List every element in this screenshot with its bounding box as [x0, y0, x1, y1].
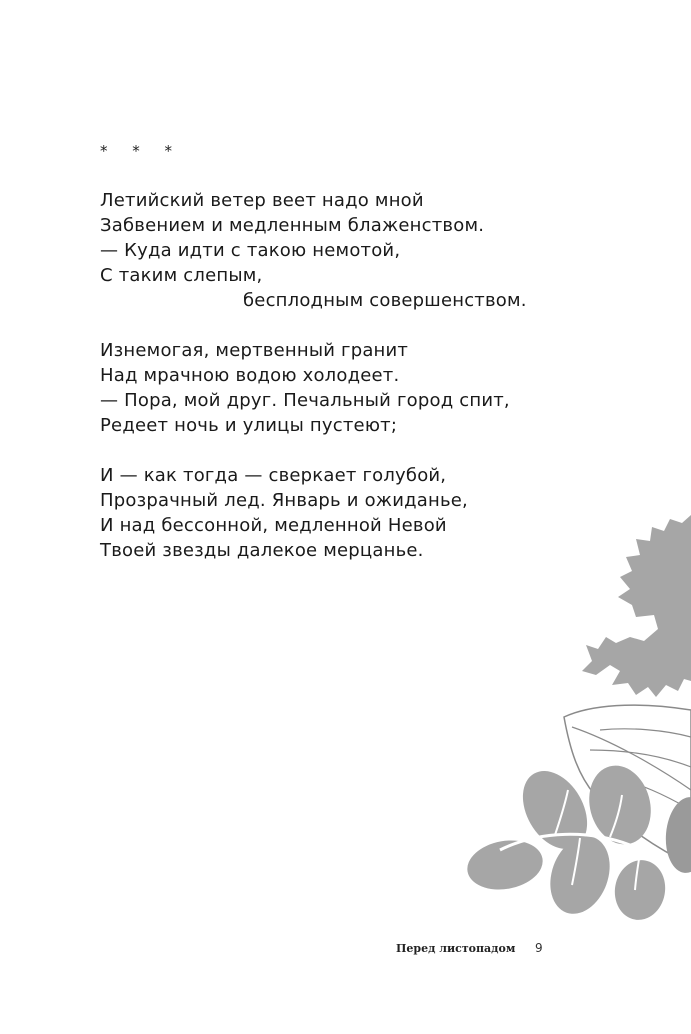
poem-line: Летийский ветер веет надо мной [100, 190, 424, 211]
stanza-2 [100, 338, 570, 438]
stanza-1 [100, 188, 570, 313]
poem-line: И — как тогда — сверкает голубой, [100, 465, 447, 486]
section-asterisks: * * * [100, 142, 183, 160]
running-footer-title: Перед листопадом [396, 942, 516, 955]
maple-leaf-icon [582, 515, 691, 697]
poem-line: Забвением и медленным блаженством. [100, 215, 485, 236]
poem-line: Твоей звезды далекое мерцанье. [100, 540, 424, 561]
poem-line: — Куда идти с такою немотой, [100, 240, 401, 261]
page-number: 9 [535, 941, 543, 955]
poem-line: Прозрачный лед. Январь и ожиданье, [100, 490, 468, 511]
oval-leaf-icon [463, 835, 546, 895]
poem-line: Над мрачною водою холодеет. [100, 365, 400, 386]
poem-line-indented: бесплодным совершенством. [243, 290, 527, 311]
leaves-illustration-icon [460, 505, 691, 925]
oval-leaf-icon [610, 856, 670, 924]
poem-line: Редеет ночь и улицы пустеют; [100, 415, 398, 436]
poem-line: — Пора, мой друг. Печальный город спит, [100, 390, 510, 411]
poem-line: Изнемогая, мертвенный гранит [100, 340, 409, 361]
poem-line: И над бессонной, медленной Невой [100, 515, 447, 536]
poem-line: С таким слепым, [100, 265, 263, 286]
